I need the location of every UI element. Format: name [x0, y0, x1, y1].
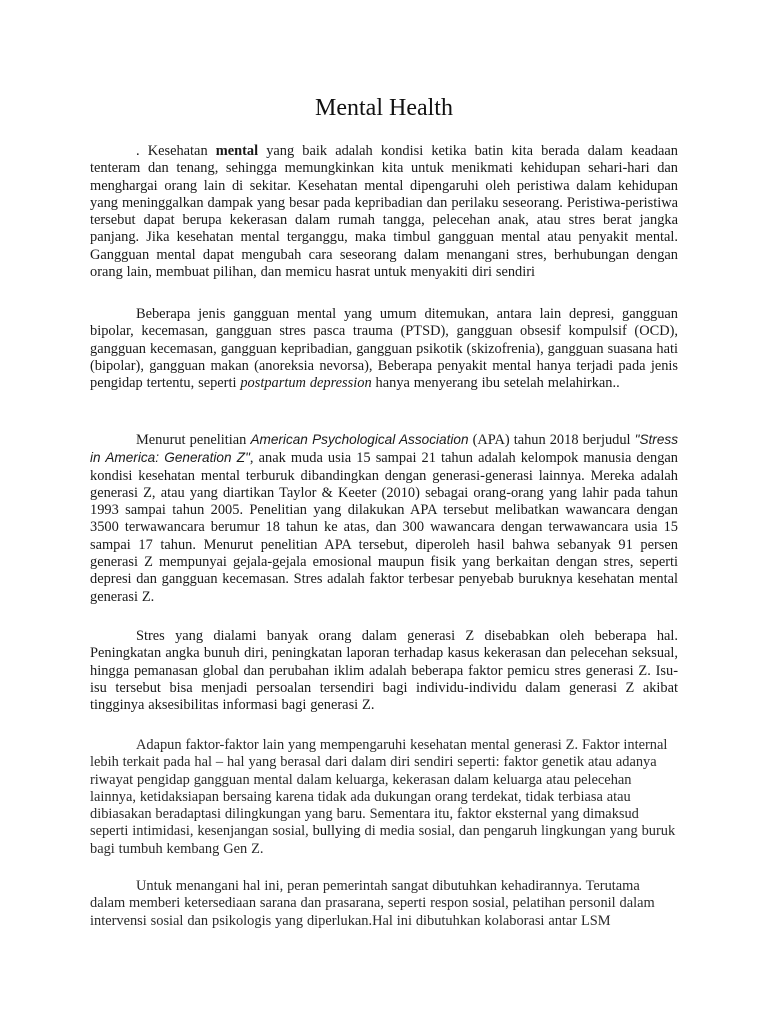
p5-bold-term: bullying	[312, 823, 361, 840]
p3-study-title: "Stress in America: Generation Z"	[90, 432, 678, 466]
p5-prefix: Adapun faktor-faktor lain yang mempengaruhi kesehatan mental generasi Z. Faktor internal lebih terkait pada hal – hal yang berasal dari dalam diri sendiri seperti: faktor genetik atau adanya riwayat pengidap gangguan mental dalam keluarga, kekerasan dalam keluarga atau pelecehan lainnya, ketidaksiapan bersaing karena tidak ada dukungan orang terdekat, tidak terbiasa atau dibiasakan beradaptasi dilingkungan yang baru. Sementara itu, faktor eksternal yang dimaksud seperti intimidasi, kesenjangan sosial,	[90, 737, 668, 840]
p2-italic-term: postpartum depression	[240, 375, 372, 392]
p3-prefix: Menurut penelitian	[136, 432, 251, 448]
p2-rest: hanya menyerang ibu setelah melahirkan..	[371, 375, 620, 392]
p2-text: Beberapa jenis gangguan mental yang umum ditemukan, antara lain depresi, gangguan bipolar, kecemasan, gangguan stres pasca trauma (PTSD), gangguan obsesif kompulsif (OCD), gangguan kecemasan, gangguan kepribadian, gangguan psikotik (skizofrenia), gangguan suasana hati (bipolar), gangguan makan (anoreksia nevorsa), Beberapa penyakit mental hanya terjadi pada jenis pengidap tertentu, seperti	[90, 306, 678, 392]
p1-bold-term: mental	[215, 143, 259, 159]
paragraph-apa-research	[90, 431, 678, 606]
paragraph-government-role	[90, 878, 678, 930]
p1-prefix: . Kesehatan	[136, 143, 216, 159]
p3-organization: American Psychological Association	[250, 432, 469, 447]
paragraph-intro	[90, 143, 678, 281]
p4-text: Stres yang dialami banyak orang dalam generasi Z disebabkan oleh beberapa hal. Peningkatan angka bunuh diri, peningkatan laporan terhadap kasus kekerasan dan pelecehan seksual, hingga pemanasan global dan perubahan iklim adalah beberapa faktor pemicu stres generasi Z. Isu-isu tersebut bisa menjadi persoalan tersendiri bagi individu-individu dalam generasi Z akibat tingginya aksesibilitas informasi bagi generasi Z.	[90, 628, 678, 714]
p1-rest: yang baik adalah kondisi ketika batin kita berada dalam keadaan tenteram dan tenang, sehingga memungkinkan kita untuk menikmati kehidupan sehari-hari dan menghargai orang lain di sekitar. Kesehatan mental dipengaruhi oleh peristiwa dalam kehidupan yang meninggalkan dampak yang besar pada kepribadian dan perilaku seseorang. Peristiwa-peristiwa tersebut dapat berupa kekerasan dalam rumah tangga, pelecehan anak, atau stres berat jangka panjang. Jika kesehatan mental terganggu, maka timbul gangguan mental atau penyakit mental. Gangguan mental dapat mengubah cara seseorang dalam menangani stres, berhubungan dengan orang lain, membuat pilihan, dan memicu hasrat untuk menyakiti diri sendiri	[90, 143, 679, 281]
paragraph-stress-causes	[90, 628, 678, 714]
p3-mid: (APA) tahun 2018 berjudul	[468, 432, 635, 448]
p5-rest: di media sosial, dan pengaruh lingkungan yang buruk bagi tumbuh kembang Gen Z.	[90, 823, 676, 857]
document-title: Mental Health	[315, 95, 453, 121]
paragraph-other-factors	[90, 737, 678, 858]
p3-rest: , anak muda usia 15 sampai 21 tahun adalah kelompok manusia dengan kondisi kesehatan mental terburuk dibandingkan dengan generasi-generasi lainnya. Mereka adalah generasi Z, atau yang diartikan Taylor & Keeter (2010) sebagai orang-orang yang lahir pada tahun 1993 sampai tahun 2005. Penelitian yang dilakukan APA tersebut melibatkan wawancara dengan 3500 terwawancara berumur 18 tahun ke atas, dan 300 wawancara dengan terwawancara usia 15 sampai 17 tahun. Menurut penelitian APA tersebut, diperoleh hasil bahwa sebanyak 91 persen generasi Z mempunyai gejala-gejala emosional maupun fisik yang berkaitan dengan stres, seperti depresi dan gangguan kecemasan. Stres adalah faktor terbesar penyebab buruknya kesehatan mental generasi Z.	[90, 450, 678, 605]
paragraph-disorder-types	[90, 306, 678, 392]
p6-text: Untuk menangani hal ini, peran pemerintah sangat dibutuhkan kehadirannya. Terutama dalam memberi ketersediaan sarana dan prasarana, seperti respon sosial, pelatihan personil dalam intervensi sosial dan psikologis yang diperlukan.Hal ini dibutuhkan kolaborasi antar LSM	[90, 878, 655, 929]
